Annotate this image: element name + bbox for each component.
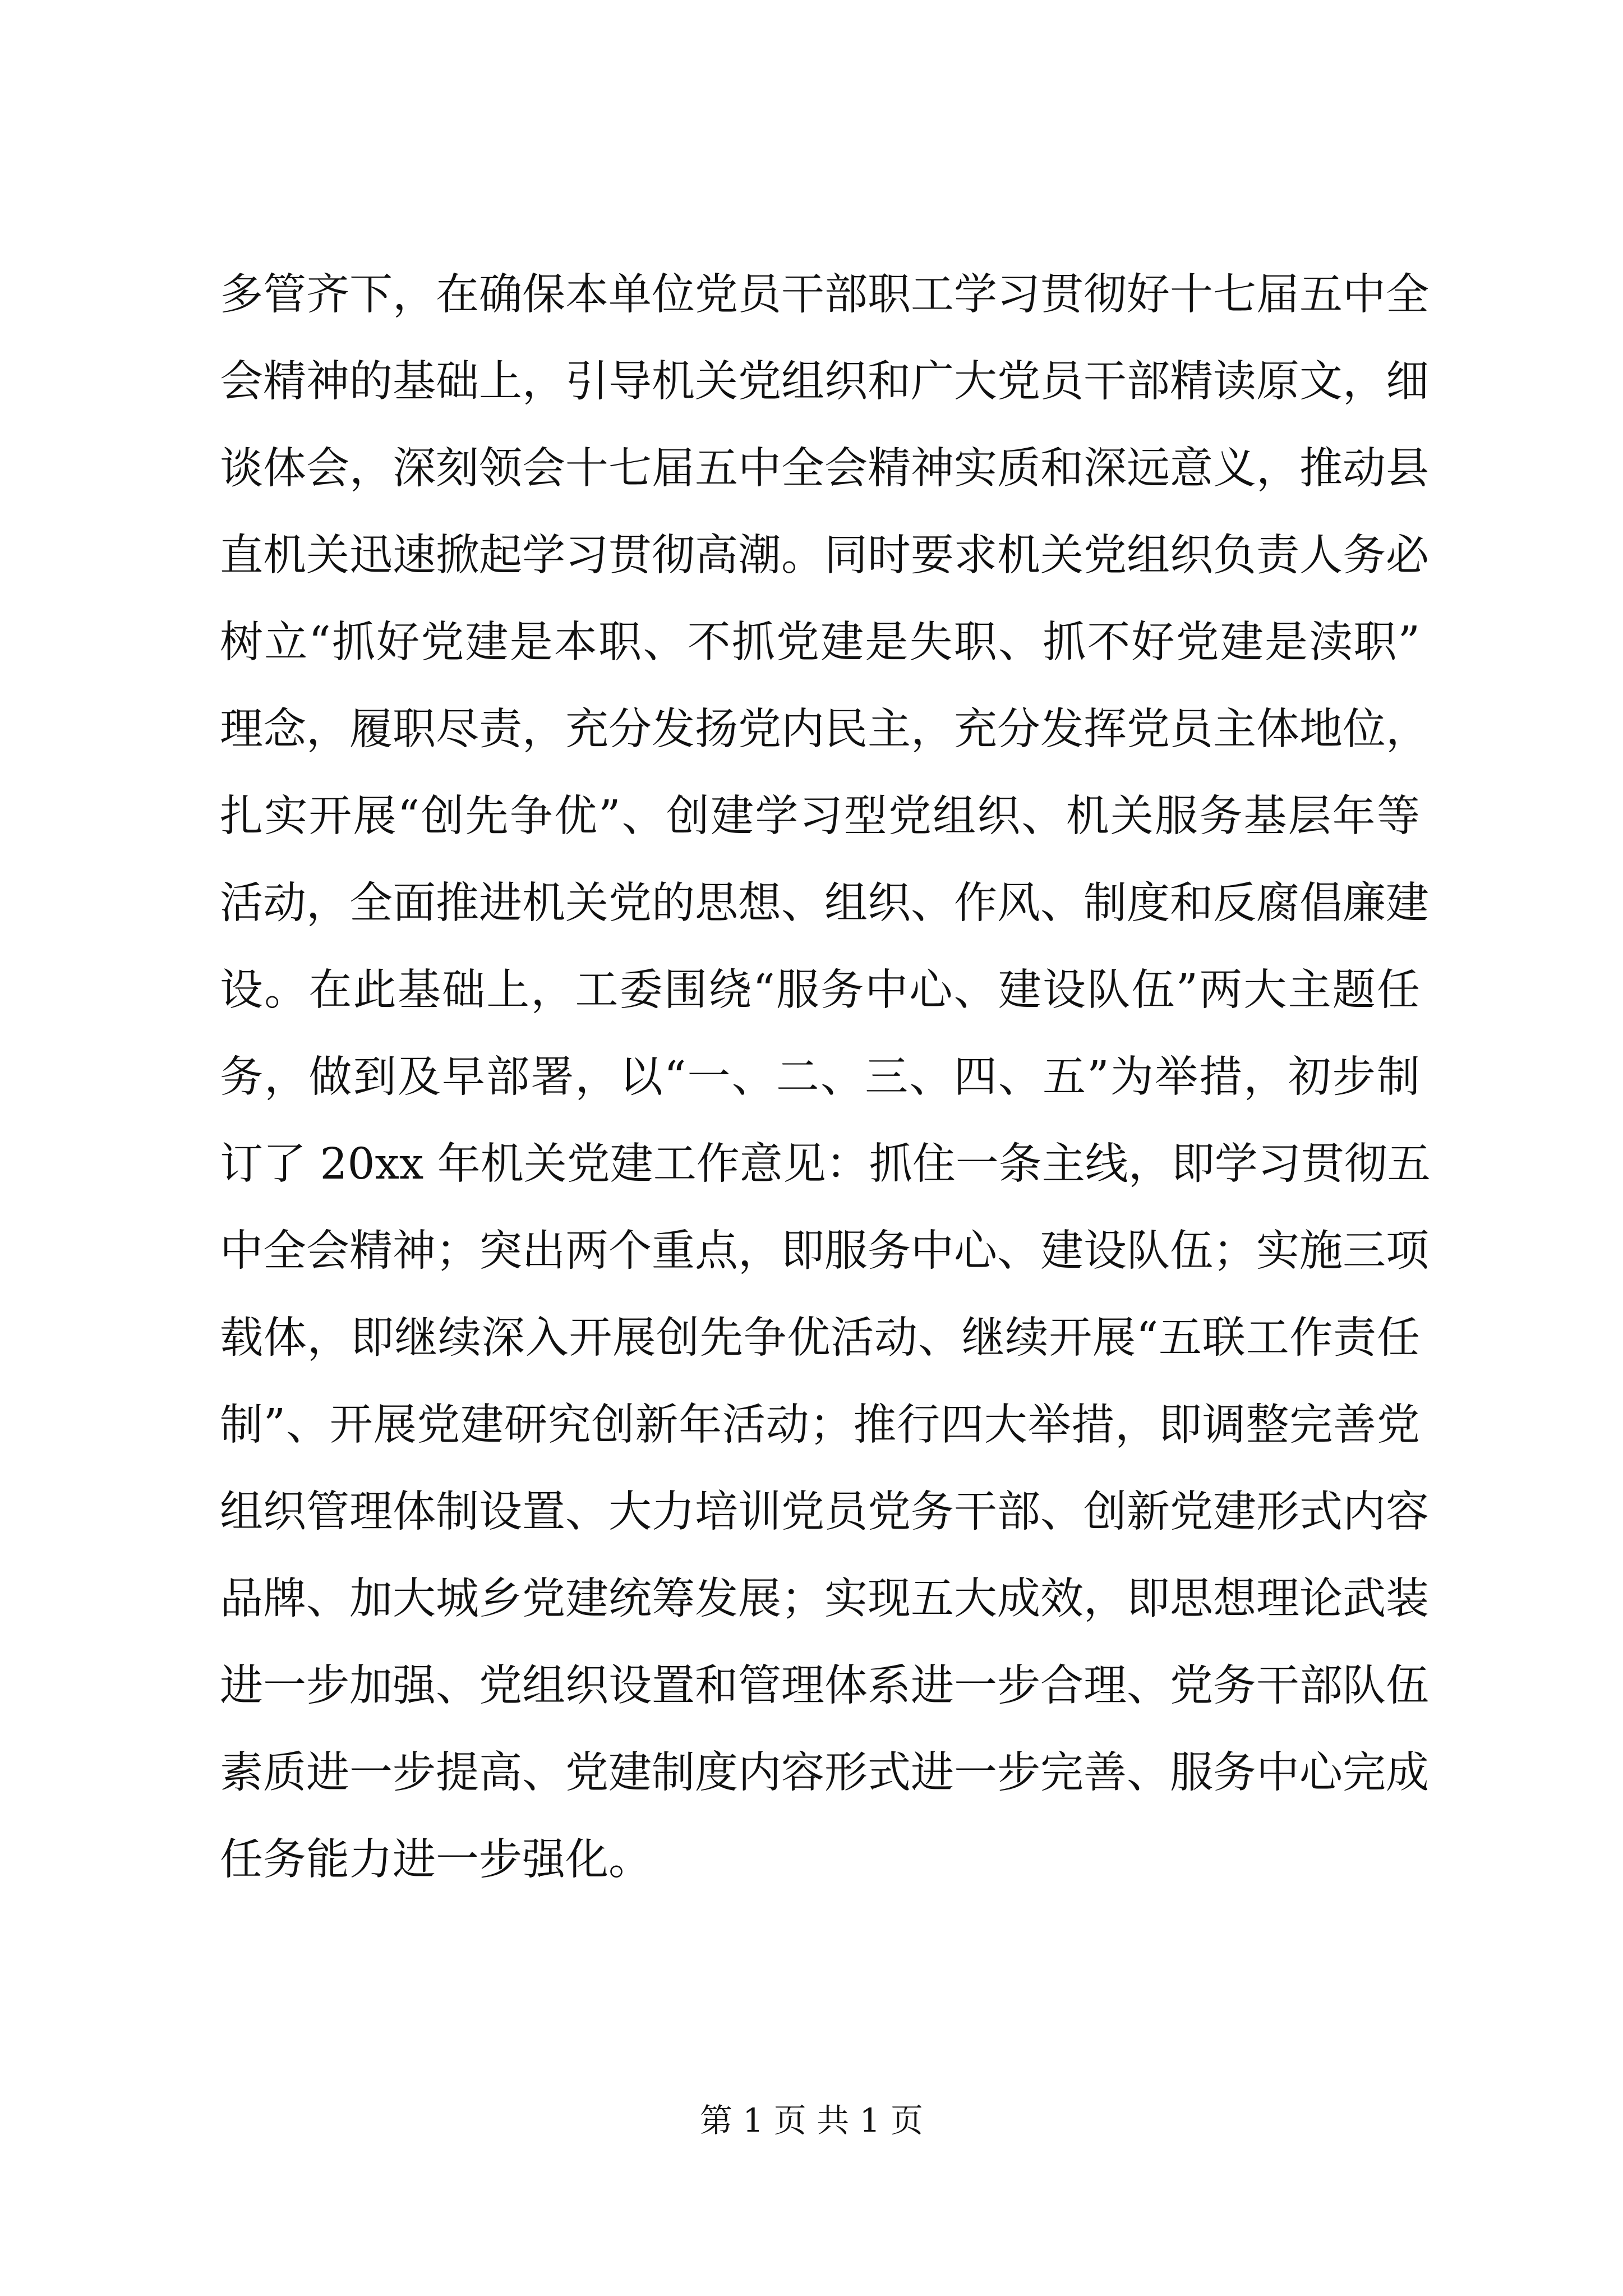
- text-line: 谈体会，深刻领会十七届五中全会精神实质和深远意义，推动县: [220, 444, 1429, 494]
- text-line: 组织管理体制设置、大力培训党员党务干部、创新党建形式内容: [220, 1487, 1429, 1537]
- text-line: 树立“抓好党建是本职、不抓党建是失职、抓不好党建是渎职”: [220, 618, 1420, 668]
- text-line: 载体，即继续深入开展创先争优活动、继续开展“五联工作责任: [220, 1313, 1420, 1363]
- text-line: 订了 20xx 年机关党建工作意见：抓住一条主线，即学习贯彻五: [220, 1139, 1431, 1189]
- text-line: 活动，全面推进机关党的思想、组织、作风、制度和反腐倡廉建: [220, 878, 1429, 928]
- text-line: 品牌、加大城乡党建统筹发展；实现五大成效，即思想理论武装: [220, 1574, 1429, 1624]
- text-line: 素质进一步提高、党建制度内容形式进一步完善、服务中心完成: [220, 1748, 1429, 1798]
- text-line: 多管齐下，在确保本单位党员干部职工学习贯彻好十七届五中全: [220, 270, 1429, 320]
- text-line: 理念，履职尽责，充分发扬党内民主，充分发挥党员主体地位，: [220, 705, 1429, 754]
- text-line: 任务能力进一步强化。: [220, 1835, 652, 1885]
- text-line: 会精神的基础上，引导机关党组织和广大党员干部精读原文，细: [220, 357, 1429, 407]
- body-paragraph: [220, 251, 1431, 1903]
- text-line: 制”、开展党建研究创新年活动；推行四大举措，即调整完善党: [220, 1400, 1420, 1450]
- text-line: 设。在此基础上，工委围绕“服务中心、建设队伍”两大主题任: [220, 965, 1420, 1015]
- text-line: 务，做到及早部署，以“一、二、三、四、五”为举措，初步制: [220, 1052, 1420, 1102]
- text-line: 直机关迅速掀起学习贯彻高潮。同时要求机关党组织负责人务必: [220, 531, 1429, 581]
- page-footer: [0, 2101, 1623, 2140]
- text-line: 进一步加强、党组织设置和管理体系进一步合理、党务干部队伍: [220, 1661, 1429, 1711]
- text-line: 中全会精神；突出两个重点，即服务中心、建设队伍；实施三项: [220, 1226, 1429, 1276]
- page-number-label: 第 1 页 共 1 页: [700, 2101, 923, 2139]
- text-line: 扎实开展“创先争优”、创建学习型党组织、机关服务基层年等: [220, 792, 1420, 841]
